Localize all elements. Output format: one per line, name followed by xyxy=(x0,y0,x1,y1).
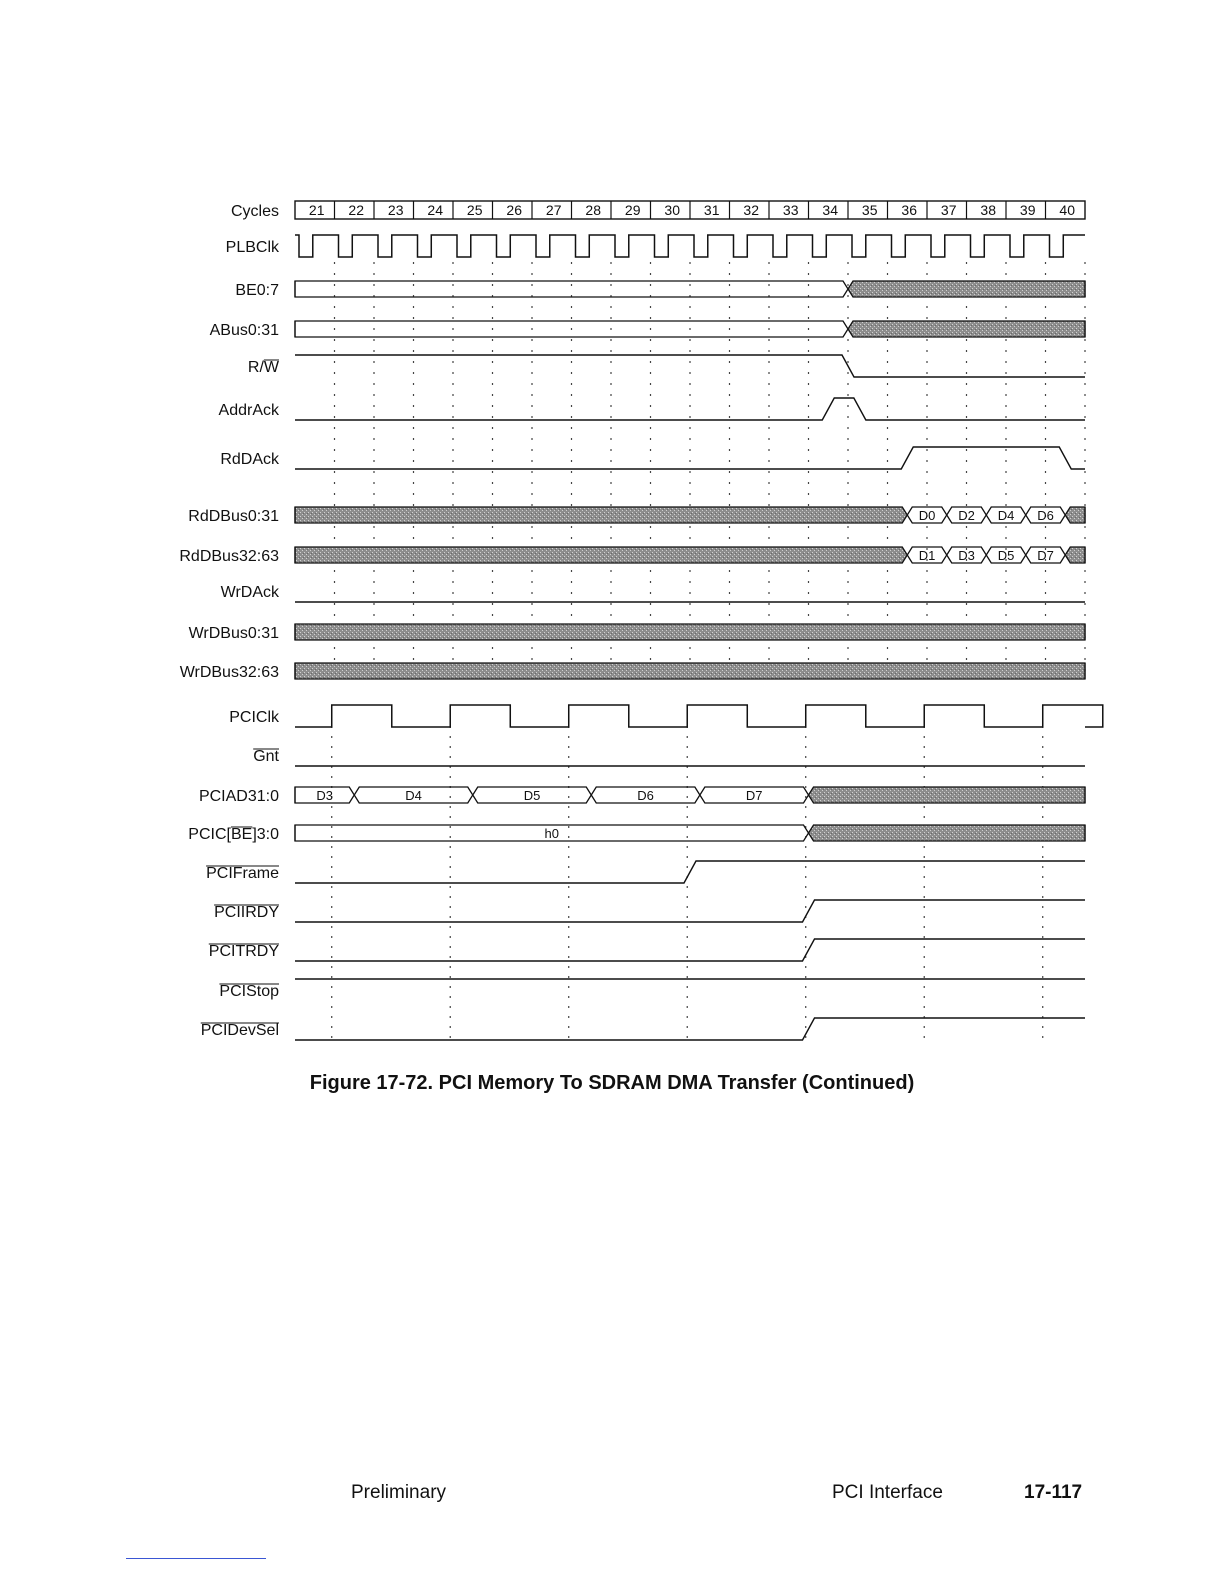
cycle-number: 32 xyxy=(743,202,760,218)
cycle-number: 25 xyxy=(466,202,483,218)
bus-segment-rddbus0 xyxy=(1065,507,1085,523)
cycle-number: 28 xyxy=(585,202,602,218)
bus-value-rddbus32: D5 xyxy=(997,548,1015,563)
bus-value-pciad: D5 xyxy=(523,788,541,803)
bus-segment-pcicbe xyxy=(809,825,1086,841)
bus-value-rddbus0: D6 xyxy=(1037,508,1054,523)
signal-label-rddack: RdDAck xyxy=(220,451,279,468)
figure-caption: Figure 17-72. PCI Memory To SDRAM DMA Transfer (Continued) xyxy=(309,1072,915,1094)
cycle-number: 21 xyxy=(308,202,325,218)
waveform-pcitrdy xyxy=(295,939,1085,961)
signal-label-abus: ABus0:31 xyxy=(209,322,279,339)
signal-label-rddbus32: RdDBus32:63 xyxy=(179,548,279,565)
signal-label-pcidevsel: PCIDevSel xyxy=(200,1022,279,1039)
waveform-pcidevsel xyxy=(295,1018,1085,1040)
signal-label-wrdbus32: WrDBus32:63 xyxy=(179,664,279,681)
cycle-number: 33 xyxy=(782,202,799,218)
bus-value-pciad: D6 xyxy=(637,788,654,803)
signal-label-rddbus0: RdDBus0:31 xyxy=(188,508,279,525)
bus-value-rddbus32: D3 xyxy=(958,548,975,563)
waveform-pciirdy xyxy=(295,900,1085,922)
bus-value-rddbus0: D4 xyxy=(997,508,1015,523)
bus-segment-pciad xyxy=(809,787,1086,803)
signal-label-be: BE0:7 xyxy=(235,282,279,299)
bus-segment-abus xyxy=(848,321,1085,337)
bus-segment-wrdbus32 xyxy=(295,663,1085,679)
signal-label-addrack: AddrAck xyxy=(218,402,279,419)
bus-value-rddbus0: D0 xyxy=(918,508,936,523)
cycle-number: 38 xyxy=(980,202,997,218)
footer-section: PCI Interface xyxy=(832,1482,943,1503)
signal-label-pcicbe: PCIC[BE]3:0 xyxy=(188,826,279,843)
cycle-number: 29 xyxy=(624,202,641,218)
cycle-number: 34 xyxy=(822,202,839,218)
cycle-number: 31 xyxy=(703,202,720,218)
signal-label-pcistop: PCIStop xyxy=(219,983,279,1000)
cycle-number: 23 xyxy=(387,202,404,218)
cycle-number: 36 xyxy=(901,202,918,218)
signal-label-gnt: Gnt xyxy=(253,748,279,765)
bus-segment-be xyxy=(295,281,848,297)
pci-clock-waveform xyxy=(295,705,1103,727)
bus-segment-wrdbus0 xyxy=(295,624,1085,640)
bus-value-rddbus0: D2 xyxy=(958,508,975,523)
bus-value-pciad: D3 xyxy=(316,788,333,803)
signal-label-rw: R/W xyxy=(247,359,279,376)
footnote-rule xyxy=(126,1558,266,1559)
signal-label-pciclk: PCIClk xyxy=(229,709,279,726)
signal-label-pciad: PCIAD31:0 xyxy=(198,788,279,805)
cycle-number: 27 xyxy=(545,202,562,218)
cycle-number: 24 xyxy=(427,202,444,218)
signal-label-wrdack: WrDAck xyxy=(220,584,279,601)
cycle-number: 39 xyxy=(1019,202,1036,218)
cycle-number: 22 xyxy=(348,202,365,218)
cycle-number: 30 xyxy=(664,202,681,218)
signal-waveforms xyxy=(295,201,1103,1040)
signal-label-cycles: Cycles xyxy=(230,203,279,220)
cycle-number: 35 xyxy=(861,202,878,218)
signal-label-pciirdy: PCIIRDY xyxy=(214,904,279,921)
signal-label-plbclk: PLBClk xyxy=(225,239,279,256)
cycle-number: 40 xyxy=(1059,202,1076,218)
footer-status: Preliminary xyxy=(351,1482,447,1503)
bus-segment-rddbus32 xyxy=(1065,547,1085,563)
bus-segment-rddbus32 xyxy=(295,547,907,563)
cycle-number: 26 xyxy=(506,202,523,218)
bus-value-pciad: D4 xyxy=(405,788,422,803)
bus-segment-rddbus0 xyxy=(295,507,907,523)
bus-value-rddbus32: D7 xyxy=(1037,548,1054,563)
cycle-gridlines xyxy=(332,262,1085,1040)
plb-clock-waveform xyxy=(295,235,1085,257)
bus-value-rddbus32: D1 xyxy=(918,548,936,563)
cycle-number: 37 xyxy=(940,202,957,218)
signal-label-pciframe: PCIFrame xyxy=(206,865,279,882)
waveform-pciframe xyxy=(295,861,1085,883)
page-number: 17-117 xyxy=(1024,1482,1083,1503)
bus-value-pcicbe: h0 xyxy=(544,826,559,841)
signal-label-pcitrdy: PCITRDY xyxy=(208,943,279,960)
signal-labels xyxy=(179,203,280,1039)
signal-label-wrdbus0: WrDBus0:31 xyxy=(188,625,279,642)
bus-value-pciad: D7 xyxy=(745,788,763,803)
bus-segment-be xyxy=(848,281,1085,297)
